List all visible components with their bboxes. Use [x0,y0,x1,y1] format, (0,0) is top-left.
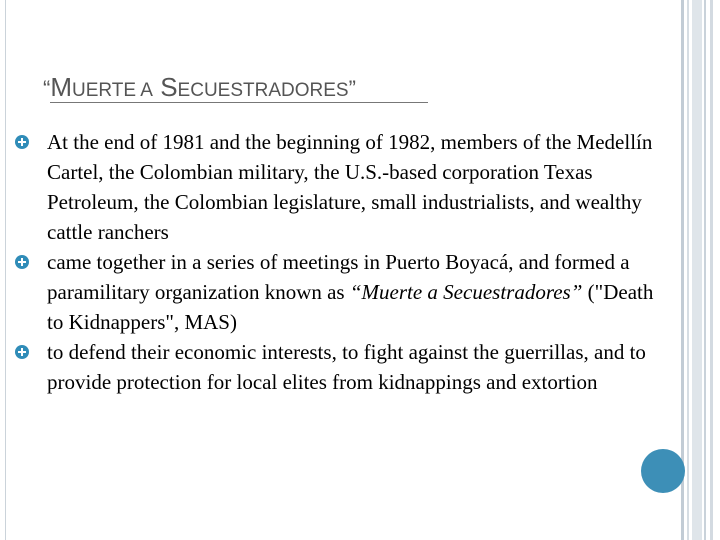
bullet-item [10,337,670,397]
circle-plus-icon [15,135,29,149]
right-stripe [704,0,706,540]
bullet-italic-text: “Muerte a Secuestradores” [349,280,583,304]
bullet-text: came together in a series of meetings in Puerto Boyacá, and formed a paramilitary organization known as [47,250,630,304]
bullet-item [10,127,670,247]
bullet-list [10,127,670,397]
bullet-item [10,247,670,337]
bullet-text: to defend their economic interests, to fight against the guerrillas, and to provide protection for local elites from kidnappings and extortion [47,340,646,394]
circle-plus-icon [15,345,29,359]
decorative-circle [641,449,685,493]
title-initial-m: M [50,72,72,102]
title-initial-s: S [160,72,178,102]
title-close-quote: ” [348,76,356,101]
left-frame-line [5,0,6,540]
right-stripe [687,0,689,540]
bullet-text: ("Death to Kidnappers", MAS) [47,280,654,334]
right-stripe [710,0,713,540]
title-underline [50,102,428,103]
circle-plus-icon [15,255,29,269]
title-open-quote: “ [43,76,51,101]
bullet-text: At the end of 1981 and the beginning of 1982, members of the Medellín Cartel, the Colombian military, the U.S.-based corporation Texas Petroleum, the Colombian legislature, small industrialists, and wealthy cattle ranchers [47,130,653,244]
right-stripe [692,0,702,540]
slide-title [43,72,356,103]
title-part-1: UERTE A [72,80,153,101]
title-part-2: ECUESTRADORES [177,80,349,101]
